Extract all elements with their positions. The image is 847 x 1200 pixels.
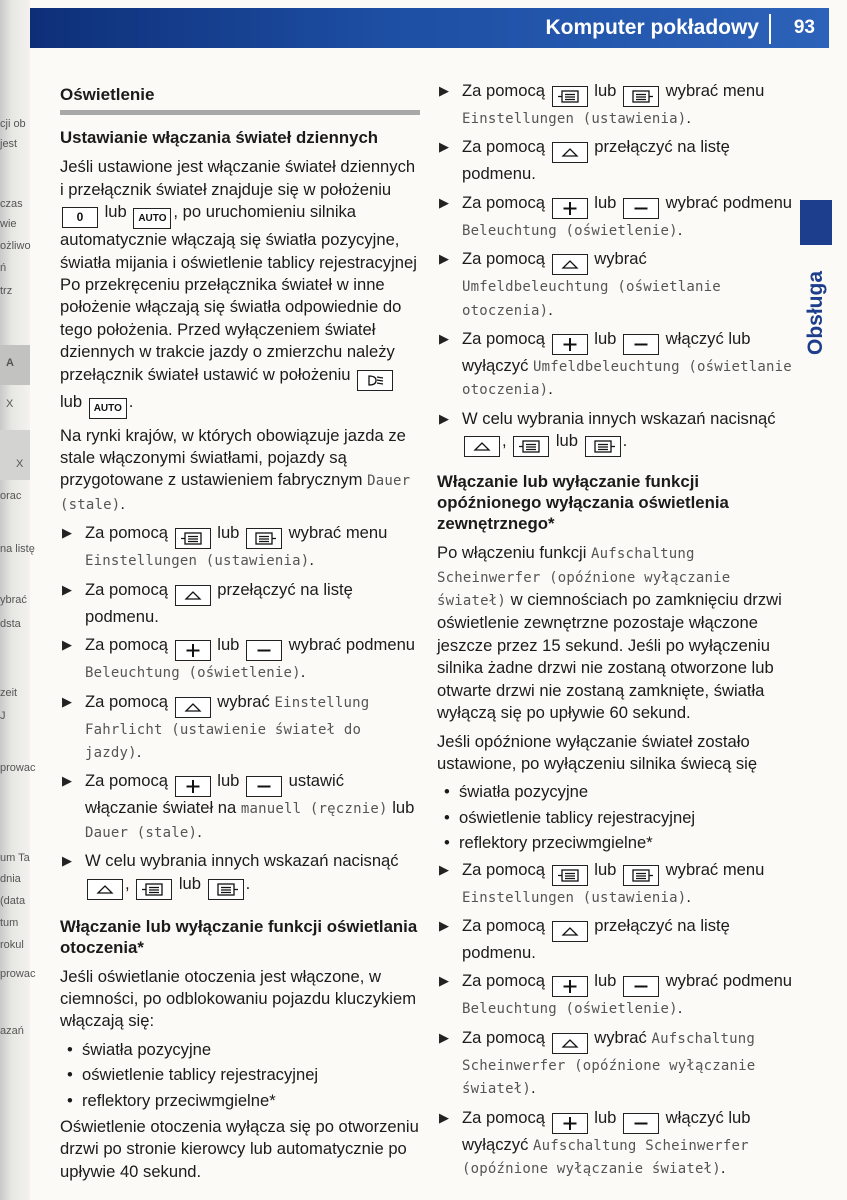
text: przełączyć na listę podmenu. xyxy=(462,137,730,184)
bleed-text: dsta xyxy=(0,618,21,630)
bleed-band xyxy=(0,345,30,385)
next-page-key-icon xyxy=(246,528,282,549)
text: lub xyxy=(217,635,240,655)
subheading: Ustawianie włączania świateł dziennych xyxy=(60,128,379,148)
page-number: 93 xyxy=(793,17,815,38)
step-arrow-icon: ▶ xyxy=(62,581,72,597)
bleed-band xyxy=(0,430,30,480)
text: wybrać menu xyxy=(288,523,388,543)
paragraph: Jeśli opóźnione wyłączanie świateł zostało ustawione, po wyłączeniu silnika świecą się xyxy=(437,731,758,773)
step-arrow-icon: ▶ xyxy=(62,525,72,541)
text: wybrać podmenu xyxy=(665,971,793,991)
next-page-key-icon xyxy=(585,436,621,457)
low-beam-key xyxy=(357,370,393,391)
text: lub xyxy=(60,391,83,411)
list-item xyxy=(437,807,797,829)
back-key-icon xyxy=(175,585,211,606)
text: wybrać xyxy=(217,691,270,711)
text: Za pomocą xyxy=(85,771,169,791)
step-arrow-icon: ▶ xyxy=(439,973,449,989)
subheading: Włączanie lub wyłączanie funkcji oświetlania otoczenia* xyxy=(60,916,418,957)
text: . xyxy=(197,821,202,841)
bleed-text: X xyxy=(16,458,24,470)
display-text: Beleuchtung (oświetlenie) xyxy=(462,222,678,239)
step-arrow-icon: ▶ xyxy=(62,853,72,869)
step-arrow-icon: ▶ xyxy=(62,693,72,709)
page-title: Komputer pokładowy xyxy=(545,16,759,39)
text: przełączyć na listę podmenu. xyxy=(85,579,353,626)
step-arrow-icon: ▶ xyxy=(439,194,449,210)
step xyxy=(60,691,420,765)
text: wybrać xyxy=(594,1027,647,1047)
display-text: Dauer (stale) xyxy=(85,824,198,841)
text: lub xyxy=(104,202,127,222)
step-arrow-icon: ▶ xyxy=(439,1029,449,1045)
previous-page-key-icon xyxy=(513,436,549,457)
text: Jeśli ustawione jest włączanie świateł dziennych i przełącznik świateł znajduje się w położeniu xyxy=(60,157,416,199)
display-text: Einstellungen (ustawienia) xyxy=(462,111,687,127)
text: reflektory przeciwmgielne* xyxy=(459,833,653,853)
text: , xyxy=(125,873,130,893)
text: Za pomocą xyxy=(462,859,546,879)
text: . xyxy=(128,391,134,411)
display-text: Umfeldbeleuchtung (oświetlanie otoczenia) xyxy=(462,279,721,319)
text: lub xyxy=(594,971,617,991)
bullet-dot-icon: • xyxy=(444,807,450,827)
back-key-icon xyxy=(175,697,211,718)
step-arrow-icon: ▶ xyxy=(439,917,449,933)
text: . xyxy=(677,219,683,239)
display-text: Einstellung Fahrlicht (ustawienie świateł do jazdy) xyxy=(85,694,370,761)
step xyxy=(60,850,420,899)
paragraph xyxy=(60,425,420,517)
step-arrow-icon: ▶ xyxy=(439,83,449,98)
list-item xyxy=(60,1090,420,1112)
text: światła pozycyjne xyxy=(82,1039,212,1059)
bleed-text: azań xyxy=(0,1025,24,1037)
light-switch-auto-key: AUTO xyxy=(133,208,171,229)
bullet-dot-icon: • xyxy=(67,1090,73,1110)
step xyxy=(437,136,797,185)
minus-key-icon xyxy=(623,198,659,219)
bullet-dot-icon: • xyxy=(444,782,450,802)
paragraph: Jeśli oświetlanie otoczenia jest włączone, w ciemności, po odblokowaniu pojazdu kluczykiem włączają się: xyxy=(60,966,417,1031)
back-key-icon xyxy=(464,436,500,457)
step xyxy=(437,192,797,242)
bleed-text: ybrać xyxy=(0,594,27,606)
bleed-text: zeit xyxy=(0,687,18,699)
text: . xyxy=(309,550,314,570)
previous-page-key-icon xyxy=(175,528,211,549)
display-text: Aufschaltung Scheinwerfer (opóźnione wyłączanie świateł) xyxy=(437,546,731,610)
chapter-tab-marker xyxy=(800,200,832,245)
plus-key-icon xyxy=(175,640,211,661)
previous-page-key-icon xyxy=(552,865,588,886)
back-key-icon xyxy=(552,142,588,163)
text: włączyć lub wyłączyć xyxy=(462,329,751,376)
text: Za pomocą xyxy=(462,249,546,269)
text: lub xyxy=(392,798,415,818)
step xyxy=(60,634,420,684)
text: . xyxy=(677,998,683,1018)
text: . xyxy=(720,1157,726,1177)
text: wybrać menu xyxy=(665,859,765,879)
text: lub xyxy=(594,859,617,879)
light-switch-auto-key: AUTO xyxy=(89,398,127,419)
text: Za pomocą xyxy=(85,523,169,543)
bleed-text: X xyxy=(6,398,14,410)
display-text: Aufschaltung Scheinwerfer (opóźnione wyłączanie świateł) xyxy=(462,1137,749,1177)
step xyxy=(437,1107,797,1181)
display-text: Aufschaltung Scheinwerfer (opóźnione wyłączanie świateł) xyxy=(462,1030,756,1098)
text: reflektory przeciwmgielne* xyxy=(82,1090,276,1110)
bleed-text: (data xyxy=(0,895,26,907)
text: . xyxy=(531,1078,536,1098)
text: lub xyxy=(217,771,240,791)
paragraph xyxy=(60,156,420,418)
text: . xyxy=(622,431,628,451)
bleed-text: ń xyxy=(0,262,7,274)
plus-key-icon xyxy=(552,1113,588,1134)
text: . xyxy=(686,108,691,127)
step xyxy=(437,80,797,130)
text: lub xyxy=(594,192,617,212)
bleed-text: cji ob xyxy=(0,118,26,130)
text: ustawić włączanie świateł na xyxy=(85,771,345,818)
text: , po uruchomieniu silnika automatycznie włączają się światła pozycyjne, światła mijania i oświetlenie tablicy rejestracyjnej Po przekręceniu przełącznika świateł w inne położenie włączają się światła odpowiednie do tego położenia. Przed wyłączeniem świateł dziennych w trakcie jazdy o zmierzchu należy przełącznik świateł ustawić w położeniu xyxy=(60,202,417,384)
bleed-text: na listę xyxy=(0,543,35,555)
text: lub xyxy=(178,873,202,893)
text: wybrać menu xyxy=(665,81,765,100)
back-key-icon xyxy=(552,921,588,942)
minus-key-icon xyxy=(623,334,659,355)
text: Za pomocą xyxy=(462,1107,546,1127)
text: Za pomocą xyxy=(462,192,546,212)
bleed-text: tum xyxy=(0,917,19,929)
display-text: Einstellungen (ustawienia) xyxy=(85,553,310,570)
text: Za pomocą xyxy=(462,1027,546,1047)
light-switch-zero-key: 0 xyxy=(62,207,98,228)
display-text: Dauer (stale) xyxy=(60,473,411,513)
right-column xyxy=(437,80,797,1186)
step-arrow-icon: ▶ xyxy=(439,331,449,347)
step xyxy=(60,579,420,628)
text: Po włączeniu funkcji xyxy=(437,543,587,563)
back-key-icon xyxy=(87,879,123,900)
step xyxy=(437,248,797,322)
bleed-text: dnia xyxy=(0,873,21,885)
text: . xyxy=(120,493,126,513)
step-arrow-icon: ▶ xyxy=(62,773,72,789)
step-arrow-icon: ▶ xyxy=(439,139,449,155)
step xyxy=(437,970,797,1020)
text: W celu wybrania innych wskazań nacisnąć xyxy=(85,851,399,871)
bleed-text: wie xyxy=(0,218,17,230)
list-item xyxy=(60,1064,420,1086)
step xyxy=(437,915,797,964)
text: Za pomocą xyxy=(85,691,169,711)
step xyxy=(437,328,797,402)
text: . xyxy=(548,299,553,319)
text: . xyxy=(686,886,691,906)
bleed-text: A xyxy=(6,357,14,369)
bullet-dot-icon: • xyxy=(67,1039,73,1059)
step-arrow-icon: ▶ xyxy=(439,1109,449,1125)
text: . xyxy=(136,741,142,761)
text: lub xyxy=(594,81,617,100)
text: . xyxy=(548,379,553,399)
next-page-key-icon xyxy=(623,86,659,107)
step xyxy=(437,859,797,909)
bleed-text: czas xyxy=(0,198,23,210)
bullet-dot-icon: • xyxy=(444,833,450,853)
bleed-text: ożliwo xyxy=(0,240,31,252)
text: , xyxy=(502,431,507,451)
page-header xyxy=(30,8,829,48)
display-text: Beleuchtung (oświetlenie) xyxy=(85,665,301,682)
next-page-key-icon xyxy=(623,865,659,886)
text: wybrać xyxy=(594,249,647,269)
bleed-text: um Ta xyxy=(0,852,30,864)
text: wybrać podmenu xyxy=(665,192,793,212)
step xyxy=(60,522,420,572)
text: lub xyxy=(217,523,240,543)
left-page-bleed xyxy=(0,0,36,1200)
bleed-text: rokul xyxy=(0,939,24,951)
plus-key-icon xyxy=(552,334,588,355)
step xyxy=(437,1027,797,1101)
bullet-list xyxy=(437,781,797,854)
text: oświetlenie tablicy rejestracyjnej xyxy=(82,1065,319,1085)
header-divider xyxy=(769,14,771,44)
text: Za pomocą xyxy=(85,635,169,655)
minus-key-icon xyxy=(246,776,282,797)
text: światła pozycyjne xyxy=(459,782,589,802)
section-title: Oświetlenie xyxy=(60,85,155,104)
text: Za pomocą xyxy=(462,915,546,935)
step xyxy=(60,770,420,844)
subheading: Włączanie lub wyłączanie funkcji opóźnionego wyłączania oświetlenia zewnętrznego* xyxy=(437,472,729,534)
paragraph xyxy=(437,542,797,724)
plus-key-icon xyxy=(175,776,211,797)
text: przełączyć na listę podmenu. xyxy=(462,915,730,962)
bleed-text: jest xyxy=(0,138,18,150)
list-item xyxy=(437,781,797,803)
minus-key-icon xyxy=(623,976,659,997)
bullet-list xyxy=(60,1039,420,1112)
step-arrow-icon: ▶ xyxy=(439,410,449,426)
bleed-text: prowac xyxy=(0,968,36,980)
text: W celu wybrania innych wskazań nacisnąć xyxy=(462,408,776,428)
bleed-text: trz xyxy=(0,285,13,297)
text: lub xyxy=(594,329,617,349)
text: w ciemnościach po zamknięciu drzwi oświetlenie zewnętrzne pozostaje włączone jeszcze przez 15 sekund. Jeśli po wyłączeniu silnika żadne drzwi nie zostaną otworzone lub otwarte drzwi nie zostaną zamknięte, światła wyłączą się po upływie 60 sekund. xyxy=(437,590,782,723)
text: Za pomocą xyxy=(462,81,546,100)
back-key-icon xyxy=(552,254,588,275)
left-column xyxy=(60,84,420,1189)
bullet-dot-icon: • xyxy=(67,1065,73,1085)
section-rule xyxy=(60,110,420,115)
step xyxy=(437,408,797,457)
text: . xyxy=(300,662,306,682)
plus-key-icon xyxy=(552,198,588,219)
text: . xyxy=(245,873,251,893)
previous-page-key-icon xyxy=(552,86,588,107)
text: włączyć lub wyłączyć xyxy=(462,1107,751,1154)
step-arrow-icon: ▶ xyxy=(439,861,449,877)
text: Za pomocą xyxy=(85,579,169,599)
step-arrow-icon: ▶ xyxy=(62,637,72,653)
text: lub xyxy=(594,1107,617,1127)
text: wybrać podmenu xyxy=(288,635,416,655)
display-text: Umfeldbeleuchtung (oświetlanie otoczenia) xyxy=(462,359,792,399)
text: Na rynki krajów, w których obowiązuje jazda ze stale włączonymi światłami, pojazdy są przygotowane z ustawieniem fabrycznym xyxy=(60,425,406,490)
bleed-text: prowac xyxy=(0,762,36,774)
next-page-key-icon xyxy=(208,879,244,900)
display-text: Einstellungen (ustawienia) xyxy=(462,889,687,906)
text: Za pomocą xyxy=(462,971,546,991)
plus-key-icon xyxy=(552,976,588,997)
text: Za pomocą xyxy=(462,137,546,157)
back-key-icon xyxy=(552,1033,588,1054)
previous-page-key-icon xyxy=(136,879,172,900)
display-text: Beleuchtung (oświetlenie) xyxy=(462,1001,678,1018)
chapter-label: Obsługa xyxy=(804,271,827,356)
bleed-text: J xyxy=(0,710,6,722)
list-item xyxy=(437,832,797,854)
text: lub xyxy=(555,431,579,451)
step-arrow-icon: ▶ xyxy=(439,251,449,267)
list-item xyxy=(60,1039,420,1061)
minus-key-icon xyxy=(623,1113,659,1134)
text: Za pomocą xyxy=(462,329,546,349)
text: oświetlenie tablicy rejestracyjnej xyxy=(459,807,696,827)
display-text: manuell (ręcznie) xyxy=(240,801,388,818)
paragraph: Oświetlenie otoczenia wyłącza się po otworzeniu drzwi po stronie kierowcy lub automatycznie po upływie 40 sekund. xyxy=(60,1116,419,1181)
minus-key-icon xyxy=(246,640,282,661)
bleed-text: orac xyxy=(0,490,22,502)
